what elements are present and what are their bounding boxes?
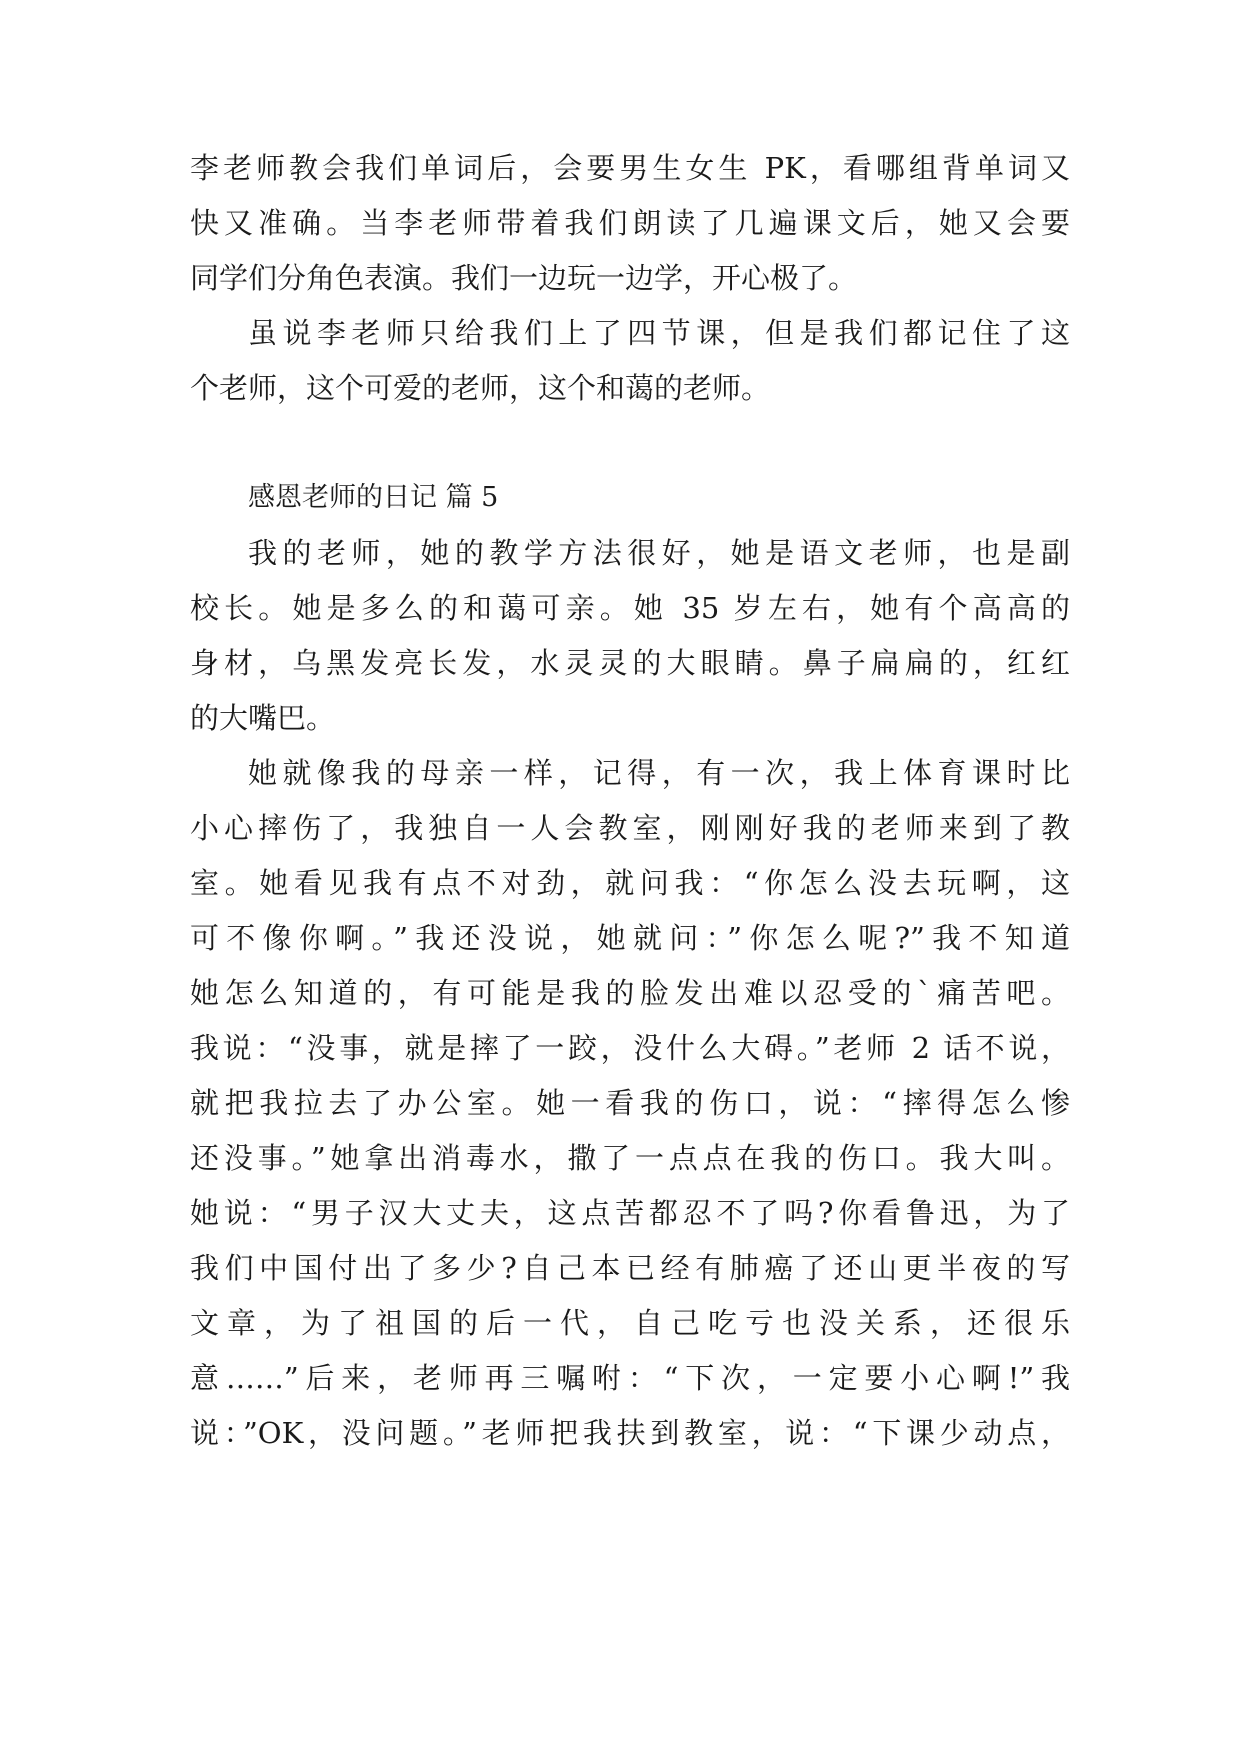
paragraph-line: 个老师，这个可爱的老师，这个和蔼的老师。 [190,371,771,405]
paragraph-line: 她说：“男子汉大丈夫，这点苦都忍不了吗?你看鲁迅，为了 [190,1196,1070,1230]
paragraph-line: 意……”后来，老师再三嘱咐：“下次，一定要小心啊!”我 [190,1361,1070,1395]
paragraph-line: 她怎么知道的，有可能是我的脸发出难以忍受的`痛苦吧。 [190,976,1070,1010]
paragraph-line: 我的老师，她的教学方法很好，她是语文老师，也是副 [248,536,1070,570]
paragraph-line: 校长。她是多么的和蔼可亲。她 35 岁左右，她有个高高的 [190,591,1070,625]
paragraph-line: 李老师教会我们单词后，会要男生女生 PK，看哪组背单词又 [190,151,1070,185]
paragraph-line: 小心摔伤了，我独自一人会教室，刚刚好我的老师来到了教 [190,811,1070,845]
paragraph-line: 她就像我的母亲一样，记得，有一次，我上体育课时比 [248,756,1070,790]
paragraph-line: 快又准确。当李老师带着我们朗读了几遍课文后，她又会要 [190,206,1070,240]
paragraph-line: 可不像你啊。”我还没说，她就问：”你怎么呢?”我不知道 [190,921,1070,955]
paragraph-line: 我说：“没事，就是摔了一跤，没什么大碍。”老师 2 话不说， [190,1031,1070,1065]
paragraph-line: 就把我拉去了办公室。她一看我的伤口，说：“摔得怎么惨 [190,1086,1070,1120]
paragraph-line: 说：”OK，没问题。”老师把我扶到教室，说：“下课少动点， [190,1416,1070,1450]
paragraph-line: 虽说李老师只给我们上了四节课，但是我们都记住了这 [248,316,1070,350]
paragraph-line: 还没事。”她拿出消毒水，撒了一点点在我的伤口。我大叫。 [190,1141,1070,1175]
paragraph-line: 室。她看见我有点不对劲，就问我：“你怎么没去玩啊，这 [190,866,1070,900]
paragraph-line: 的大嘴巴。 [190,701,336,735]
section-heading: 感恩老师的日记 篇 5 [248,482,499,513]
paragraph-line: 我们中国付出了多少?自己本已经有肺癌了还山更半夜的写 [190,1251,1070,1285]
paragraph-line: 身材，乌黑发亮长发，水灵灵的大眼睛。鼻子扁扁的，红红 [190,646,1070,680]
paragraph-line: 文章，为了祖国的后一代，自己吃亏也没关系，还很乐 [190,1306,1070,1340]
paragraph-line: 同学们分角色表演。我们一边玩一边学，开心极了。 [190,261,858,295]
